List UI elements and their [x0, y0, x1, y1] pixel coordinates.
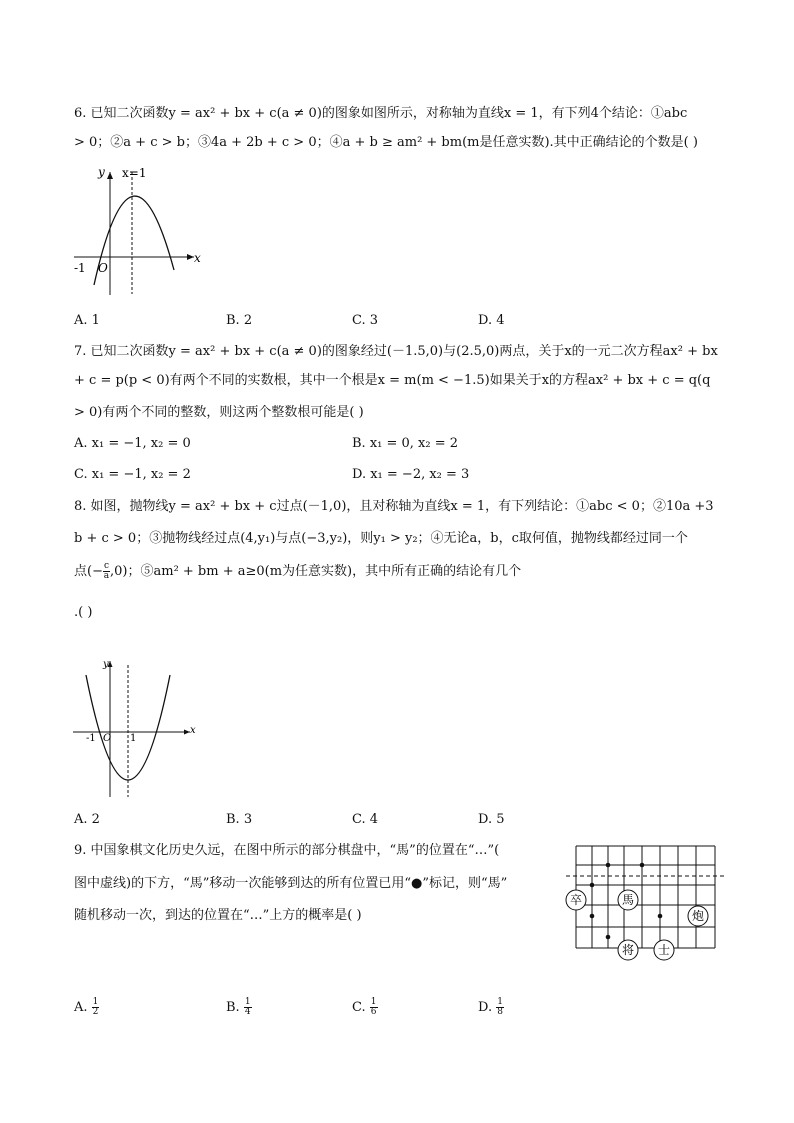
q8-neg-one-label: -1 — [86, 733, 96, 744]
q9-option-b[interactable]: B. $\frac{1}{4}$ — [226, 997, 251, 1017]
q8-option-a[interactable]: A. 2 — [74, 812, 100, 827]
q8-line-4: .( ) — [74, 605, 93, 620]
q6-line-2: > 0；②a + c > b；③4a + 2b + c > 0；④a + b ≥ am² + bm(m是任意实数).其中正确结论的个数是( ) — [74, 135, 698, 150]
q8-one-label: 1 — [130, 733, 137, 744]
q6-option-a[interactable]: A. 1 — [74, 313, 100, 328]
q7-line-3: > 0)有两个不同的整数，则这两个整数根可能是( ) — [74, 405, 364, 420]
piece-advisor: 士 — [657, 943, 671, 957]
q8-line-2: b + c > 0；③抛物线经过点(4,y₁)与点(−3,y₂)，则y₁ > y₂；④无论a，b，c取何值，抛物线都经过同一个 — [74, 531, 688, 546]
q6-neg-one-label: -1 — [74, 261, 86, 275]
q8-line-3-suffix: ,0)；⑤am² + bm + a≥0(m为任意实数)，其中所有正确的结论有几个 — [110, 564, 522, 579]
q9-option-c[interactable]: C. $\frac{1}{6}$ — [352, 997, 377, 1017]
q9-option-d-fraction: $\frac{1}{8}$ — [497, 997, 503, 1017]
q6-line-1: 6. 已知二次函数y = ax² + bx + c(a ≠ 0)的图象如图所示，对称轴为直线x = 1，有下列4个结论：①abc — [74, 106, 688, 121]
q9-option-a-fraction: $\frac{1}{2}$ — [92, 997, 99, 1017]
q7-line-2: + c = p(p < 0)有两个不同的实数根，其中一个根是x = m(m < −1.5)如果关于x的方程ax² + bx + c = q(q — [74, 373, 711, 388]
q8-origin-label: O — [103, 733, 112, 744]
q8-option-b[interactable]: B. 3 — [226, 812, 253, 827]
q8-line-3 — [74, 562, 521, 581]
q9-option-b-fraction: $\frac{1}{4}$ — [244, 997, 251, 1017]
q7-option-d[interactable]: D. x₁ = −2, x₂ = 3 — [352, 467, 470, 482]
q6-origin-label: O — [98, 261, 108, 275]
q9-line-2: 图中虚线)的下方，“馬”移动一次能够到达的所有位置已用“●”标记，则“馬” — [74, 876, 508, 891]
q6-x-axis-label: x — [194, 251, 201, 265]
q8-line-1: 8. 如图，抛物线y = ax² + bx + c过点(－1,0)，且对称轴为直线x = 1，有下列结论：①abc < 0；②10a +3 — [74, 499, 714, 514]
q6-option-c[interactable]: C. 3 — [352, 313, 379, 328]
q6-option-d[interactable]: D. 4 — [478, 313, 505, 328]
q9-line-3: 随机移动一次，到达的位置在“…”上方的概率是( ) — [74, 908, 362, 923]
q6-y-axis-label: y — [98, 165, 105, 179]
q7-option-a[interactable]: A. x₁ = −1, x₂ = 0 — [74, 436, 191, 451]
q9-option-a[interactable]: A. $\frac{1}{2}$ — [74, 997, 99, 1017]
q9-option-d[interactable]: D. $\frac{1}{8}$ — [478, 997, 503, 1017]
q8-x-axis-label: x — [190, 725, 196, 736]
q8-option-c[interactable]: C. 4 — [352, 812, 379, 827]
q9-chess-board — [560, 840, 730, 970]
piece-pawn: 卒 — [569, 893, 583, 907]
q7-option-c[interactable]: C. x₁ = −1, x₂ = 2 — [74, 467, 191, 482]
q8-y-axis-label: y — [103, 659, 109, 670]
piece-general: 将 — [621, 943, 635, 957]
piece-cannon: 炮 — [691, 909, 705, 923]
q7-line-1: 7. 已知二次函数y = ax² + bx + c(a ≠ 0)的图象经过(－1.5,0)与(2.5,0)两点，关于x的一元二次方程ax² + bx — [74, 344, 718, 359]
q6-parabola-graph — [70, 160, 210, 300]
q9-option-c-fraction: $\frac{1}{6}$ — [370, 997, 377, 1017]
q6-axis-of-symmetry-label: x=1 — [122, 166, 147, 180]
q7-option-b[interactable]: B. x₁ = 0, x₂ = 2 — [352, 436, 459, 451]
q8-fraction-c-over-a: $\frac{c}{a}$ — [103, 561, 110, 581]
q8-option-d[interactable]: D. 5 — [478, 812, 505, 827]
q8-parabola-graph — [70, 655, 200, 800]
q8-line-3-prefix: 点(− — [74, 564, 103, 579]
q9-line-1: 9. 中国象棋文化历史久远，在图中所示的部分棋盘中，“馬”的位置在“…”( — [74, 843, 500, 858]
q6-option-b[interactable]: B. 2 — [226, 313, 253, 328]
piece-horse: 馬 — [621, 893, 635, 907]
